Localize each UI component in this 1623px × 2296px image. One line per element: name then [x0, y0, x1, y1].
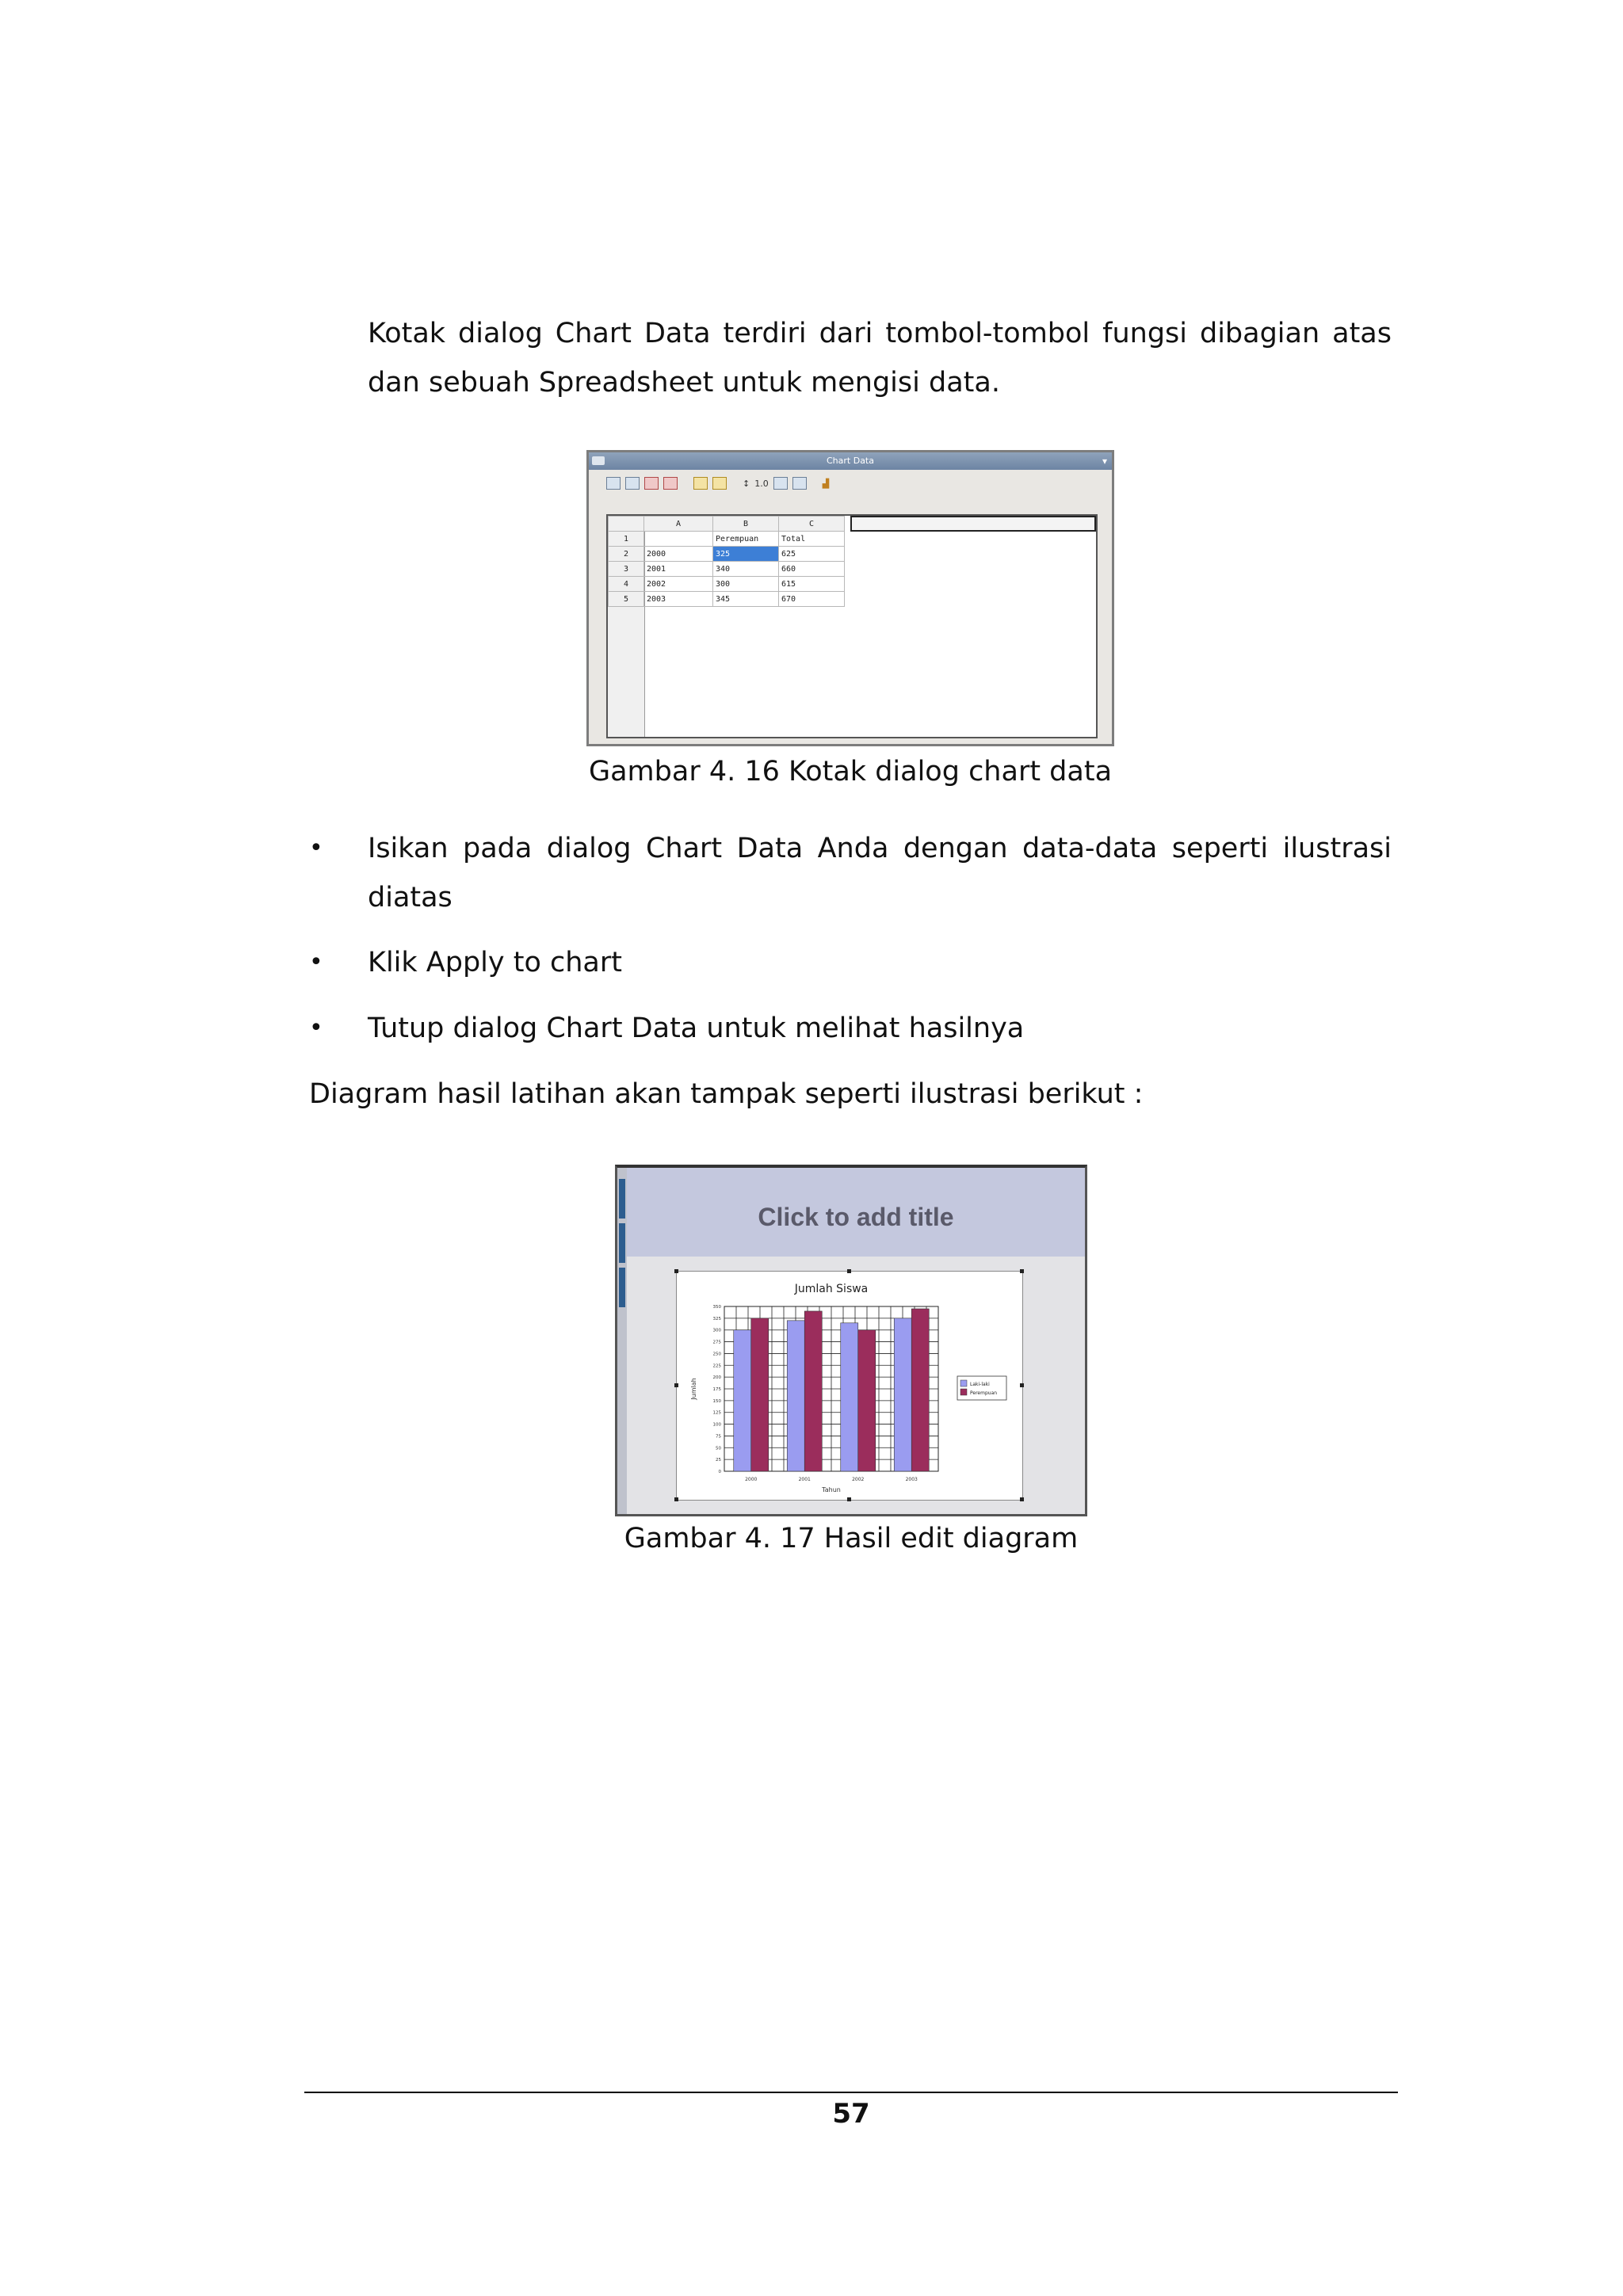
y-tick-label: 50 [716, 1446, 721, 1451]
resize-handle[interactable] [847, 1497, 851, 1501]
cell-a5[interactable]: 2003 [644, 592, 713, 607]
table-row [609, 577, 845, 592]
cell-b4[interactable]: 300 [713, 577, 779, 592]
slide-tab[interactable] [619, 1179, 625, 1219]
bullet-icon: • [309, 834, 323, 862]
resize-handle[interactable] [674, 1383, 678, 1387]
resize-handle[interactable] [674, 1269, 678, 1273]
cell-a1[interactable] [644, 532, 713, 547]
x-tick-label: 2003 [905, 1477, 918, 1482]
table-row [609, 562, 845, 577]
figure-caption-1: Gambar 4. 16 Kotak dialog chart data [588, 756, 1113, 788]
y-tick-label: 100 [712, 1422, 721, 1428]
bar [841, 1323, 858, 1471]
slide-tab[interactable] [619, 1268, 625, 1307]
lead-paragraph: Diagram hasil latihan akan tampak seperti ilustrasi berikut : [309, 1078, 1144, 1110]
legend-label: Perempuan [970, 1390, 998, 1396]
cell-a3[interactable]: 2001 [644, 562, 713, 577]
bullet-icon: • [309, 948, 323, 976]
row-number[interactable]: 3 [609, 562, 644, 577]
row-number[interactable]: 4 [609, 577, 644, 592]
y-tick-label: 150 [712, 1398, 721, 1404]
apply-to-chart-icon[interactable]: ▟ [822, 478, 830, 489]
legend-swatch [960, 1380, 967, 1386]
dialog-title: Chart Data [827, 456, 874, 466]
cell-c5[interactable]: 670 [779, 592, 845, 607]
bar [911, 1309, 929, 1471]
title-placeholder[interactable]: Click to add title [758, 1203, 954, 1231]
bullet-item: Klik Apply to chart [368, 947, 622, 978]
bullet-icon: • [309, 1014, 323, 1042]
bullet-item: Isikan pada dialog Chart Data Anda dengan data-data seperti ilustrasi diatas [368, 833, 1392, 913]
cell-c3[interactable]: 660 [779, 562, 845, 577]
cell-b5[interactable]: 345 [713, 592, 779, 607]
y-tick-label: 300 [712, 1328, 721, 1333]
figure-caption-2: Gambar 4. 17 Hasil edit diagram [624, 1523, 1079, 1554]
bar-chart [677, 1272, 1022, 1500]
row-number[interactable]: 1 [609, 532, 644, 547]
title-placeholder-area[interactable] [627, 1168, 1085, 1257]
chart-object[interactable] [676, 1271, 1023, 1501]
chart-result-window [615, 1165, 1087, 1516]
column-header-b[interactable]: B [713, 517, 779, 532]
y-tick-label: 125 [712, 1410, 721, 1416]
column-header-c[interactable]: C [779, 517, 845, 532]
y-tick-label: 25 [716, 1458, 721, 1463]
y-tick-label: 175 [712, 1387, 721, 1392]
y-tick-label: 75 [716, 1434, 721, 1440]
bar [804, 1311, 822, 1471]
column-header-a[interactable]: A [644, 517, 713, 532]
column-header-row [609, 517, 845, 532]
footer-rule [304, 2092, 1398, 2093]
resize-handle[interactable] [847, 1269, 851, 1273]
cell-a4[interactable]: 2002 [644, 577, 713, 592]
insert-row-icon[interactable] [606, 477, 621, 490]
intro-paragraph: Kotak dialog Chart Data terdiri dari tombol-tombol fungsi dibagian atas dan sebuah Spreadsheet untuk mengisi data. [368, 318, 1392, 399]
x-tick-label: 2001 [798, 1477, 811, 1482]
data-table [608, 516, 845, 607]
resize-handle[interactable] [1020, 1269, 1024, 1273]
sort-icon[interactable]: ↕ [743, 478, 750, 489]
swap-column-icon[interactable] [712, 477, 727, 490]
cell-b3[interactable]: 340 [713, 562, 779, 577]
dialog-toolbar [589, 470, 1112, 497]
cell-b1[interactable]: Perempuan [713, 532, 779, 547]
bar [751, 1318, 769, 1471]
row-number[interactable]: 2 [609, 547, 644, 562]
toolbar-separator [682, 477, 689, 490]
bar [894, 1318, 911, 1471]
table-row [609, 547, 845, 562]
chart-data-dialog [586, 450, 1114, 746]
transfer-data-icon[interactable] [773, 477, 788, 490]
bar [787, 1321, 804, 1471]
y-tick-label: 200 [712, 1375, 721, 1381]
cell-c1[interactable]: Total [779, 532, 845, 547]
y-tick-label: 0 [718, 1470, 721, 1474]
chart-title: Jumlah Siswa [794, 1283, 869, 1295]
delete-column-icon[interactable] [663, 477, 678, 490]
bar [734, 1330, 751, 1471]
slide-tab[interactable] [619, 1223, 625, 1263]
resize-handle[interactable] [674, 1497, 678, 1501]
table-row [609, 532, 845, 547]
legend-box [957, 1376, 1006, 1400]
x-axis-label: Tahun [822, 1486, 841, 1493]
spreadsheet-grid[interactable] [606, 514, 1098, 738]
resize-handle[interactable] [1020, 1497, 1024, 1501]
y-tick-label: 225 [712, 1363, 721, 1369]
page-number: 57 [832, 2098, 870, 2130]
transfer-row-icon[interactable] [792, 477, 807, 490]
cell-a2[interactable]: 2000 [644, 547, 713, 562]
empty-column-header [850, 516, 1096, 532]
x-tick-label: 2002 [852, 1477, 865, 1482]
insert-column-icon[interactable] [625, 477, 640, 490]
slide-sidebar [617, 1168, 627, 1514]
y-tick-label: 275 [712, 1340, 721, 1345]
y-tick-label: 250 [712, 1352, 721, 1357]
x-tick-label: 2000 [745, 1477, 758, 1482]
number-format-button[interactable]: 1.0 [754, 478, 769, 489]
row-number[interactable]: 5 [609, 592, 644, 607]
toolbar-separator [731, 477, 738, 490]
bar [858, 1330, 876, 1471]
corner-cell [609, 517, 644, 532]
y-axis-label: Jumlah [690, 1378, 697, 1400]
legend-swatch [960, 1389, 967, 1395]
legend-label: Laki-laki [970, 1382, 990, 1387]
y-tick-label: 350 [712, 1305, 721, 1310]
cell-b2-selected[interactable]: 325 [713, 547, 779, 562]
swap-row-icon[interactable] [693, 477, 708, 490]
resize-handle[interactable] [1020, 1383, 1024, 1387]
table-row [609, 592, 845, 607]
dialog-titlebar [589, 452, 1112, 470]
y-tick-label: 325 [712, 1316, 721, 1322]
chevron-down-icon[interactable]: ▾ [1102, 456, 1107, 467]
toolbar-separator [812, 477, 818, 490]
bullet-item: Tutup dialog Chart Data untuk melihat hasilnya [368, 1013, 1025, 1044]
cell-c2[interactable]: 625 [779, 547, 845, 562]
cell-c4[interactable]: 615 [779, 577, 845, 592]
window-menu-icon[interactable] [592, 456, 605, 465]
delete-row-icon[interactable] [644, 477, 659, 490]
